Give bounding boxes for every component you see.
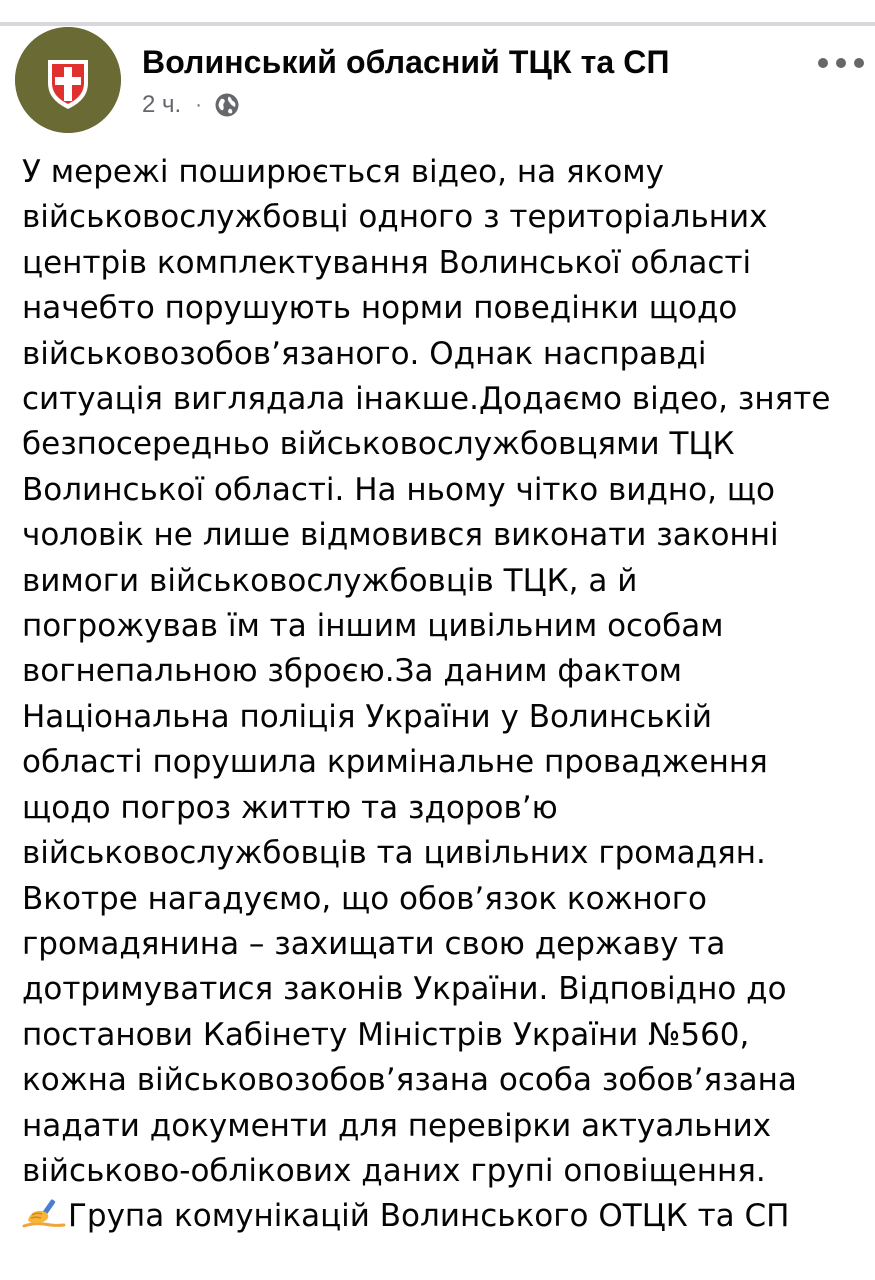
post-meta — [142, 88, 240, 122]
post-line: ситуація виглядала інакше.Додаємо відео, зняте — [22, 381, 831, 418]
meta-separator: · — [195, 93, 202, 116]
post-line: Вкотре нагадуємо, що обов’язок кожного — [22, 880, 707, 917]
post-line: центрів комплектування Волинської області — [22, 244, 752, 281]
signature-line — [22, 1194, 862, 1239]
post-line: щодо погроз життю та здоров’ю — [22, 789, 558, 826]
post-text — [22, 150, 862, 1240]
post-line: У мережі поширюється відео, на якому — [22, 154, 665, 190]
post-line: вимоги військовослужбовців ТЦК, а й — [22, 562, 638, 599]
post-line: постанови Кабінету Міністрів України №560, — [22, 1016, 750, 1053]
globe-icon — [214, 92, 240, 118]
post-line: начебто порушують норми поведінки щодо — [22, 290, 738, 327]
signature-text: Група комунікацій Волинського ОТЦК та СП — [68, 1198, 790, 1235]
more-dot — [836, 58, 846, 68]
more-dot — [818, 58, 828, 68]
writing-hand-icon — [22, 1196, 66, 1230]
post-line: військово-облікових даних групі оповіщення. — [22, 1152, 766, 1189]
post-line: погрожував їм та іншим цивільним особам — [22, 608, 724, 645]
page-avatar[interactable] — [15, 27, 121, 133]
more-options-icon[interactable] — [818, 52, 864, 74]
post-line: області порушила кримінальне провадження — [22, 744, 768, 781]
post-line: військовозобов’язаного. Однак насправді — [22, 335, 707, 372]
post-line: кожна військовозобов’язана особа зобов’язана — [22, 1062, 797, 1099]
post-line: дотримуватися законів України. Відповідно до — [22, 971, 787, 1008]
emblem-icon — [15, 27, 121, 133]
more-dot — [854, 58, 864, 68]
post-line: Національна поліція України у Волинській — [22, 698, 712, 735]
top-divider — [0, 22, 875, 26]
post-timestamp[interactable]: 2 ч. — [142, 91, 182, 118]
post-line: Волинської області. На ньому чітко видно, що — [22, 471, 775, 508]
post-line: громадянина – захищати свою державу та — [22, 925, 726, 962]
author-name[interactable]: Волинський обласний ТЦК та СП — [142, 44, 670, 80]
post-line: військовослужбовців та цивільних громадян. — [22, 835, 766, 872]
post-line: вогнепальною зброєю.За даним фактом — [22, 653, 683, 690]
post-line: військовослужбовці одного з територіальних — [22, 199, 768, 236]
post-line: чоловік не лише відмовився виконати законні — [22, 517, 779, 554]
post-line: безпосередньо військовослужбовцями ТЦК — [22, 426, 735, 463]
post-line: надати документи для перевірки актуальних — [22, 1107, 772, 1144]
